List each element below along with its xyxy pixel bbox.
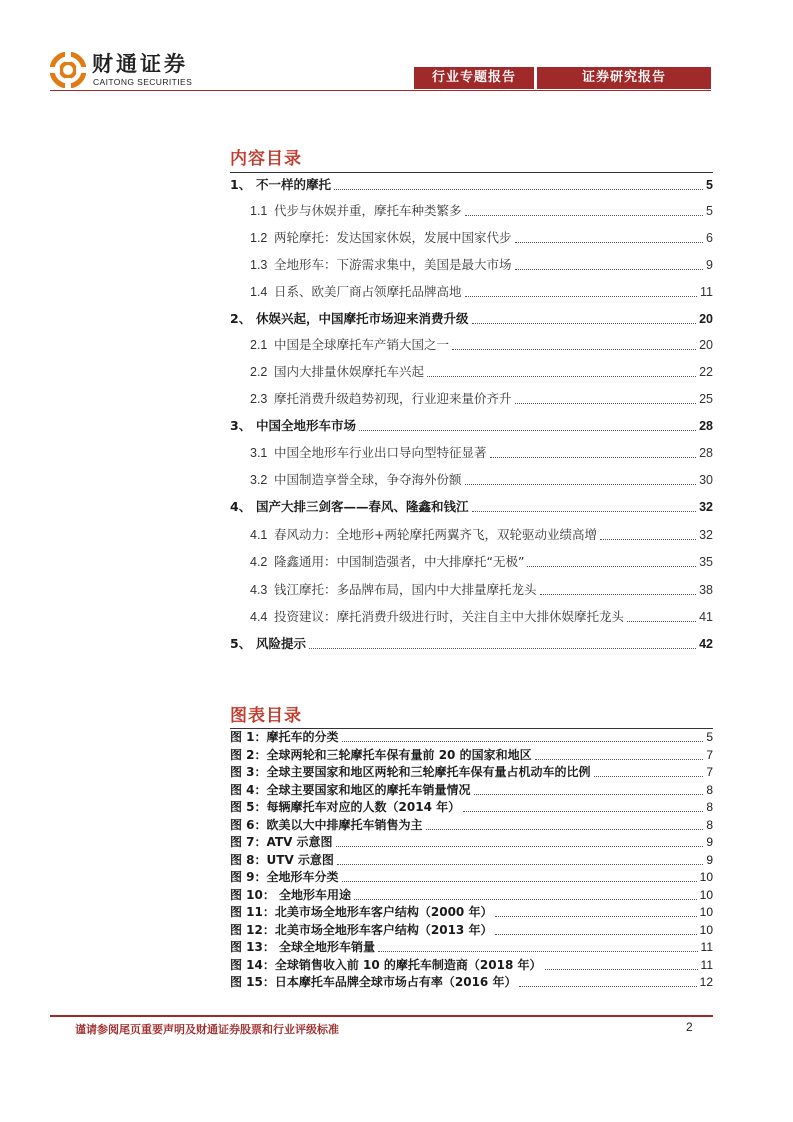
figure-toc-entry-text: 图 9：全地形车分类 — [230, 870, 339, 884]
figure-toc-leader-dots — [545, 968, 698, 970]
figure-toc-entry-text: 图 7：ATV 示意图 — [230, 835, 333, 849]
toc-entry-page: 25 — [699, 392, 713, 406]
toc-leader-dots — [452, 348, 696, 350]
toc-entry-page: 5 — [706, 204, 713, 218]
figure-toc-entry[interactable] — [230, 939, 713, 955]
figure-toc-leader-dots — [378, 950, 697, 952]
figure-toc-leader-dots — [594, 775, 704, 777]
toc-entry-text: 休娱兴起，中国摩托市场迎来消费升级 — [256, 311, 469, 326]
toc-entry[interactable] — [250, 387, 713, 407]
figure-toc-entry[interactable] — [230, 904, 713, 920]
toc-leader-dots — [490, 456, 697, 458]
toc-entry[interactable] — [250, 468, 713, 488]
figure-toc-entry[interactable] — [230, 799, 713, 815]
toc-entry-text: 不一样的摩托 — [256, 177, 332, 192]
toc-entry-page: 22 — [699, 365, 713, 379]
toc-entry-page: 35 — [699, 555, 713, 569]
toc-entry-number: 4.4 — [250, 610, 268, 624]
logo-chinese-name: 财通证券 — [92, 52, 188, 76]
toc-leader-dots — [465, 295, 698, 297]
disclaimer-note: 谨请参阅尾页重要声明及财通证券股票和行业评级标准 — [75, 1023, 339, 1036]
figure-toc-entry-page: 8 — [706, 782, 713, 797]
figure-toc-entry-text: 图 1：摩托车的分类 — [230, 730, 339, 744]
figure-toc-leader-dots — [336, 845, 704, 847]
toc-entry-page: 41 — [699, 610, 713, 624]
figure-toc-entry-page: 10 — [699, 870, 713, 884]
figure-toc-entry-page: 10 — [699, 905, 713, 919]
figure-toc-leader-dots — [495, 915, 696, 917]
toc-entry-text: 两轮摩托：发达国家休娱，发展中国家代步 — [274, 230, 512, 245]
figure-toc-entry-text: 图 12：北美市场全地形车客户结构（2013 年） — [230, 922, 493, 937]
figure-toc-leader-dots — [474, 793, 704, 795]
figure-toc-leader-dots — [354, 898, 697, 900]
figure-toc-leader-dots — [342, 880, 697, 882]
report-category-tab: 证券研究报告 — [537, 67, 711, 89]
figure-toc-entry[interactable] — [230, 747, 713, 763]
figure-toc-entry-text: 图 14：全球销售收入前 10 的摩托车制造商（2018 年） — [230, 957, 542, 972]
figure-toc-leader-dots — [426, 828, 704, 830]
figure-toc-entry-page: 12 — [699, 975, 713, 989]
toc-leader-dots — [465, 214, 704, 216]
figure-toc-entry-page: 8 — [706, 800, 713, 814]
page-number: 2 — [686, 1020, 693, 1034]
figure-toc-entry-page: 11 — [700, 957, 713, 972]
toc-entry-text: 日系、欧美厂商占领摩托品牌高地 — [274, 284, 462, 299]
figure-toc-leader-dots — [463, 810, 703, 812]
toc-entry-page: 32 — [699, 528, 713, 542]
toc-entry[interactable] — [250, 523, 713, 543]
toc-entry-number: 4.3 — [250, 583, 268, 597]
toc-title: 内容目录 — [230, 149, 302, 169]
toc-entry-number: 4、 — [230, 499, 252, 514]
header-divider — [50, 90, 711, 91]
toc-entry-text: 全地形车：下游需求集中，美国是最大市场 — [274, 257, 512, 272]
figure-toc-entry[interactable] — [230, 852, 713, 868]
figure-toc-title: 图表目录 — [230, 706, 302, 726]
toc-entry[interactable] — [230, 414, 713, 434]
toc-leader-dots — [309, 647, 696, 649]
toc-entry-page: 20 — [699, 312, 713, 326]
toc-entry-page: 5 — [706, 178, 713, 192]
figure-toc-entry-text: 图 8：UTV 示意图 — [230, 852, 334, 867]
toc-entry[interactable] — [230, 632, 713, 652]
figure-toc-entry[interactable] — [230, 869, 713, 885]
toc-entry-number: 2.2 — [250, 365, 268, 379]
toc-entry[interactable] — [230, 173, 713, 193]
figure-toc-entry[interactable] — [230, 834, 713, 850]
toc-leader-dots — [600, 538, 696, 540]
toc-entry-page: 42 — [699, 637, 713, 651]
toc-entry-text: 隆鑫通用：中国制造强者，中大排摩托“无极” — [274, 554, 525, 569]
toc-leader-dots — [465, 483, 697, 485]
toc-leader-dots — [540, 593, 697, 595]
toc-entry-text: 国内大排量休娱摩托车兴起 — [274, 364, 425, 379]
figure-toc-leader-dots — [495, 933, 696, 935]
toc-entry-number: 3.2 — [250, 473, 268, 487]
toc-leader-dots — [472, 322, 697, 324]
figure-toc-entry[interactable] — [230, 922, 713, 938]
toc-entry-page: 20 — [699, 338, 713, 352]
toc-entry-text: 中国全地形车行业出口导向型特征显著 — [274, 445, 487, 460]
figure-toc-entry-text: 图 4：全球主要国家和地区的摩托车销量情况 — [230, 782, 471, 797]
toc-entry[interactable] — [250, 253, 713, 273]
toc-entry[interactable] — [250, 333, 713, 353]
toc-entry[interactable] — [250, 280, 713, 300]
toc-leader-dots — [515, 402, 697, 404]
toc-entry-number: 2.3 — [250, 392, 268, 406]
toc-entry[interactable] — [250, 578, 713, 598]
toc-entry[interactable] — [250, 199, 713, 219]
toc-entry-number: 1.2 — [250, 231, 268, 245]
figure-toc-entry-text: 图 11：北美市场全地形车客户结构（2000 年） — [230, 905, 493, 919]
toc-entry-text: 摩托消费升级趋势初现，行业迎来量价齐升 — [274, 391, 512, 406]
figure-toc-entry-text: 图 5：每辆摩托车对应的人数（2014 年） — [230, 800, 461, 814]
figure-toc-entry-page: 7 — [706, 747, 713, 762]
figure-toc-entry-page: 5 — [706, 730, 713, 744]
figure-toc-entry-text: 图 3：全球主要国家和地区两轮和三轮摩托车保有量占机动车的比例 — [230, 765, 591, 779]
figure-toc-entry[interactable] — [230, 729, 713, 745]
toc-entry-text: 春风动力：全地形+两轮摩托两翼齐飞，双轮驱动业绩高增 — [274, 527, 597, 542]
figure-toc-entry[interactable] — [230, 817, 713, 833]
figure-toc-entry-text: 图 2：全球两轮和三轮摩托车保有量前 20 的国家和地区 — [230, 747, 532, 762]
toc-entry-page: 11 — [700, 285, 713, 299]
figure-toc-entry-page: 9 — [706, 852, 713, 867]
figure-toc-entry-page: 10 — [699, 887, 713, 902]
figure-toc-entry-page: 10 — [699, 922, 713, 937]
toc-leader-dots — [359, 429, 696, 431]
figure-toc-entry[interactable] — [230, 782, 713, 798]
toc-entry-page: 32 — [699, 500, 713, 514]
toc-entry-number: 2.1 — [250, 338, 268, 352]
toc-entry-text: 中国是全球摩托车产销大国之一 — [274, 337, 450, 352]
figure-toc-entry-text: 图 15：日本摩托车品牌全球市场占有率（2016 年） — [230, 975, 517, 989]
toc-entry-page: 6 — [706, 231, 713, 245]
toc-entry-text: 风险提示 — [256, 636, 307, 651]
figure-toc-leader-dots — [519, 985, 696, 987]
figure-toc-entry-text: 图 6：欧美以大中排摩托车销售为主 — [230, 817, 423, 832]
toc-entry-text: 中国制造享誉全球，争夺海外份额 — [274, 472, 462, 487]
toc-leader-dots — [515, 268, 704, 270]
toc-leader-dots — [627, 620, 696, 622]
toc-leader-dots — [334, 188, 703, 190]
toc-entry-text: 投资建议：摩托消费升级进行时，关注自主中大排休娱摩托龙头 — [274, 609, 625, 624]
company-logo — [50, 50, 210, 90]
figure-toc-entry-text: 图 10： 全地形车用途 — [230, 887, 352, 902]
toc-entry-page: 9 — [706, 258, 713, 272]
toc-entry-number: 3、 — [230, 418, 252, 433]
report-type-tab: 行业专题报告 — [414, 67, 534, 89]
toc-entry-number: 1.4 — [250, 285, 268, 299]
toc-entry[interactable] — [230, 495, 713, 515]
figure-toc-entry-page: 9 — [706, 835, 713, 849]
figure-toc-entry[interactable] — [230, 957, 713, 973]
toc-leader-dots — [527, 565, 696, 567]
figure-toc-entry[interactable] — [230, 887, 713, 903]
figure-toc-entry-text: 图 13： 全球全地形车销量 — [230, 940, 376, 954]
toc-entry-number: 1.3 — [250, 258, 268, 272]
figure-toc-leader-dots — [535, 758, 704, 760]
toc-entry-text: 代步与休娱并重，摩托车种类繁多 — [274, 203, 462, 218]
toc-entry-page: 28 — [699, 419, 713, 433]
toc-leader-dots — [427, 375, 696, 377]
toc-entry-text: 中国全地形车市场 — [256, 418, 357, 433]
toc-entry[interactable] — [250, 605, 713, 625]
toc-entry-number: 1.1 — [250, 204, 268, 218]
figure-toc-leader-dots — [342, 740, 704, 742]
toc-entry[interactable] — [250, 441, 713, 461]
footer-divider — [50, 1015, 713, 1017]
toc-entry-number: 5、 — [230, 636, 252, 651]
toc-entry-number: 2、 — [230, 311, 252, 326]
logo-english-name: CAITONG SECURITIES — [93, 77, 193, 87]
toc-entry-number: 1、 — [230, 177, 252, 192]
figure-toc-leader-dots — [337, 863, 703, 865]
toc-entry-page: 30 — [699, 473, 713, 487]
toc-entry-page: 28 — [699, 446, 713, 460]
toc-leader-dots — [472, 510, 697, 512]
figure-toc-entry[interactable] — [230, 764, 713, 780]
caitong-logo-icon — [50, 52, 86, 88]
figure-toc-entry-page: 7 — [706, 765, 713, 779]
toc-entry-number: 4.2 — [250, 555, 268, 569]
toc-entry[interactable] — [230, 307, 713, 327]
toc-leader-dots — [515, 241, 704, 243]
toc-entry[interactable] — [250, 550, 713, 570]
figure-toc-entry-page: 8 — [706, 817, 713, 832]
toc-entry-text: 国产大排三剑客——春风、隆鑫和钱江 — [256, 499, 469, 514]
toc-entry-number: 4.1 — [250, 528, 268, 542]
figure-toc-entry-page: 11 — [700, 940, 713, 954]
toc-entry[interactable] — [250, 226, 713, 246]
toc-entry-page: 38 — [699, 583, 713, 597]
toc-entry[interactable] — [250, 360, 713, 380]
figure-toc-entry[interactable] — [230, 974, 713, 990]
toc-entry-number: 3.1 — [250, 446, 268, 460]
toc-entry-text: 钱江摩托：多品牌布局，国内中大排量摩托龙头 — [274, 582, 537, 597]
